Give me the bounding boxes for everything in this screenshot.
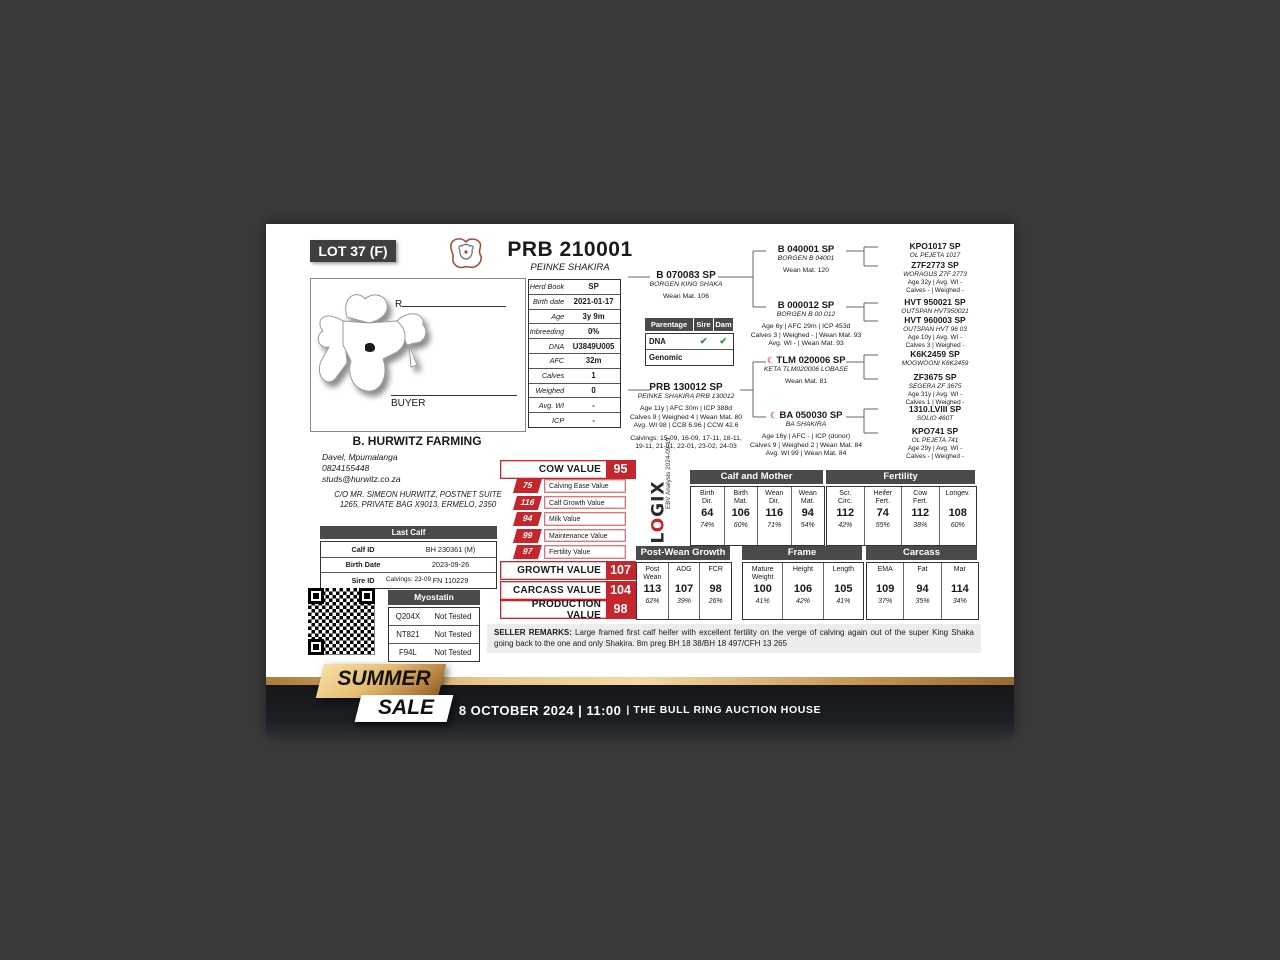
animal-name: PEINKE SHAKIRA (530, 262, 610, 273)
calving-ease-value: 75 Calving Ease Value (500, 479, 634, 493)
table-row: Weighed 0 (529, 384, 620, 399)
table-row: Inbreeding 0% (529, 324, 620, 339)
ebv-cell: Wean Mat. 94 54% (798, 490, 817, 529)
ebv-cell: Heifer Fert. 74 55% (865, 487, 903, 545)
pedigree-ggp-1: KPO1017 SP OL PEJETA 1017 (909, 241, 961, 259)
table-row: NT821 Not Tested (389, 626, 479, 644)
summer-sale-badge (316, 664, 466, 734)
table-row: Calves 1 (529, 369, 620, 384)
calf-growth-value: 116 Calf Growth Value (500, 496, 634, 510)
pedigree-ggp-5: K6K2459 SP MOGWOONI K6K2459 (901, 349, 969, 367)
carcass-header: Carcass (866, 546, 977, 560)
ebv-cell: Length 105 41% (832, 566, 855, 605)
fertility-table (826, 486, 977, 546)
ebv-cell: Fat 94 35% (904, 563, 941, 619)
breeder-name: B. HURWITZ FARMING (352, 434, 482, 448)
ebv-cell: ADG 107 39% (669, 563, 701, 619)
event-date-time: 8 OCTOBER 2024 | 11:00 (458, 702, 622, 718)
ebv-cell: Scr. Circ. 112 42% (827, 487, 865, 545)
animal-title (500, 238, 640, 273)
post-wean-growth-table (636, 562, 732, 620)
table-row: DNA U3849U005 (529, 339, 620, 354)
buyer-line (391, 395, 517, 396)
seller-remarks (487, 624, 981, 653)
boran-logo-icon (446, 238, 486, 274)
check-icon: ✔ (699, 336, 708, 346)
table-row: Birth Date 2023-09-26 (321, 558, 496, 574)
carcass-value-bar: CARCASS VALUE 104 (500, 581, 636, 600)
calvings-note: Calvings: 23-09 (385, 576, 432, 583)
summer-label: SUMMER (337, 667, 431, 690)
ebv-cell: Birth Dir. 64 74% (691, 487, 725, 545)
calf-and-mother-header: Calf and Mother (690, 470, 823, 484)
table-row: Birth date 2021-01-17 (529, 295, 620, 310)
table-row: Herd Book SP (529, 280, 620, 295)
pedigree-ggp-3: HVT 950021 SP OUTSPAN HVT950021 (901, 297, 969, 315)
buyer-label: BUYER (391, 398, 426, 409)
last-calf-table: Last Calf Calf ID BH 230361 (M) Birth Date 2023-09-26 Sire ID FN 110229 (320, 526, 497, 589)
sale-label: SALE (377, 696, 434, 719)
check-icon: ✔ (719, 336, 727, 346)
table-row: Avg. WI - (529, 398, 620, 413)
ebv-cell: Mar 114 34% (950, 566, 969, 605)
breeder-co-address: C/O MR. SIMEON HURWITZ, POSTNET SUITE 1265, PRIVATE BAG X9013, ERMELO, 2350 (334, 490, 502, 509)
bull-art-box (310, 278, 526, 432)
cow-value-number: 95 (606, 461, 635, 478)
seller-remarks-label: SELLER REMARKS: (494, 628, 572, 637)
pedigree-granddam-maternal: BA 050030 SP BA SHAKIRA Age 16y | AFC - | ICP (donor) Calves 9 | Weighed 2 | Wean Mat. 84 Avg. WI 99 | Wean Mat. 84 (749, 410, 863, 458)
ebv-cell: Post Wean 113 62% (637, 563, 669, 619)
growth-value-bar: GROWTH VALUE 107 (500, 561, 636, 580)
r-label: R (395, 299, 403, 310)
table-row: Q204X Not Tested (389, 608, 479, 626)
event-venue: | THE BULL RING AUCTION HOUSE (626, 704, 822, 716)
donor-icon (766, 356, 774, 364)
logix-logo (643, 437, 691, 548)
post-wean-growth-header: Post-Wean Growth (636, 546, 730, 560)
production-value-bar: PRODUCTION VALUE 98 (500, 600, 636, 619)
breeder-email: studs@hurwitz.co.za (322, 474, 401, 484)
animal-id: PRB 210001 (507, 238, 633, 261)
table-row: Sire ID FN 110229 (351, 575, 469, 585)
parentage-table: Parentage Sire Dam DNA ✔ ✔ Genomic (645, 318, 734, 366)
carcass-table (866, 562, 979, 620)
ebv-cell: Height 106 42% (783, 563, 823, 619)
pedigree-grandsire-paternal: B 040001 SP BORGEN B 04001 Wean Mat. 120 (777, 244, 835, 274)
seller-remarks-text: Large framed first calf heifer with excellent fertility on the verge of calving again out of the super King Shaka going back to the one and only Shakira. 8m preg BH 18 38/BH 18 497/CFH 13 265 (494, 628, 974, 648)
ebv-cell: Wean Dir. 116 71% (758, 487, 792, 545)
fertility-value: 97 Fertility Value (500, 545, 634, 559)
table-row: DNA ✔ ✔ (646, 334, 733, 350)
table-row: Age 3y 9m (529, 310, 620, 325)
table-row: F94L Not Tested (399, 648, 472, 657)
qr-code (308, 588, 375, 655)
calf-and-mother-table (690, 486, 825, 546)
frame-table (742, 562, 864, 620)
cow-value-bar: COW VALUE 95 (500, 460, 636, 479)
pedigree-ggp-2: Z7F2773 SP WORAGUS Z7F 2773 Age 32y | Avg. WI - Calves - | Weighed - (903, 260, 967, 294)
pedigree-grandsire-maternal: TLM 020006 SP KETA TLM020006 LOBASE Wean Mat. 81 (763, 355, 849, 385)
milk-value: 94 Milk Value (500, 512, 634, 526)
table-row: AFC 32m (529, 354, 620, 369)
ebv-cell: Mature Weight 100 41% (743, 563, 783, 619)
pedigree-ggp-6: ZF3675 SP SEGERA ZF 3675 Age 31y | Avg. WI - Calves 1 | Weighed - (905, 372, 965, 406)
maintenance-value: 99 Maintenance Value (500, 529, 634, 543)
ebv-cell: Birth Mat. 106 60% (725, 487, 759, 545)
fertility-header: Fertility (826, 470, 975, 484)
herd-book-table (528, 279, 621, 428)
pedigree-sire: B 070083 SP BORGEN KING SHAKA Wean Mat. 106 (649, 270, 723, 300)
catalog-page (266, 224, 1014, 735)
ebv-cell: Longev. 108 60% (945, 490, 970, 529)
pedigree-ggp-4: HVT 960003 SP OUTSPAN HVT 96 03 Age 10y | Avg. WI - Calves 3 | Weighed - (903, 315, 967, 349)
frame-header: Frame (742, 546, 862, 560)
ebv-analysis-date: EBV Analysis 2024-09-19 (665, 437, 672, 509)
pedigree-dam: PRB 130012 SP PEINKE SHAKIRA PRB 130012 Age 11y | AFC 30m | ICP 388d Calves 9 | Weighed 4 | Wean Mat. 80 Avg. WI 98 | CCB 6.96 | CCW 42.6 Calvings: 15-09, 16-09, 17-11, 18-11, 19-11, 21-01, 22-01, 23-02, 24-03 (629, 382, 743, 451)
ebv-cell: Cow Fert. 112 38% (902, 487, 940, 545)
table-row: Calf ID BH 230361 (M) (321, 542, 496, 558)
lot-badge: LOT 37 (F) (310, 240, 396, 262)
breeder-address: Davel, Mpumalanga 0824155448 studs@hurwitz.co.za (322, 452, 401, 484)
ebv-cell: EMA 109 37% (867, 563, 904, 619)
registration-line (395, 295, 517, 310)
ebv-cell: FCR 98 26% (708, 566, 723, 605)
pedigree-ggp-7: 1310.LVIII SP SOLIO 460T (908, 404, 962, 422)
table-row: Genomic (649, 353, 683, 362)
pedigree-ggp-8: KPO741 SP OL PEJETA 741 Age 29y | Avg. WI - Calves - | Weighed - (906, 426, 964, 460)
table-row: ICP - (552, 415, 595, 425)
myostatin-table: Myostatin Q204X Not Tested NT821 Not Tested F94L Not Tested (388, 590, 480, 662)
donor-icon (769, 411, 777, 419)
logix-logo-text: LOGIX (648, 480, 669, 544)
pedigree-granddam-paternal: B 000012 SP BORGEN B 00 012 Age 6y | AFC 29m | ICP 453d Calves 3 | Weighed - | Wean Mat. 93 Avg. WI - | Wean Mat. 93 (750, 300, 862, 348)
